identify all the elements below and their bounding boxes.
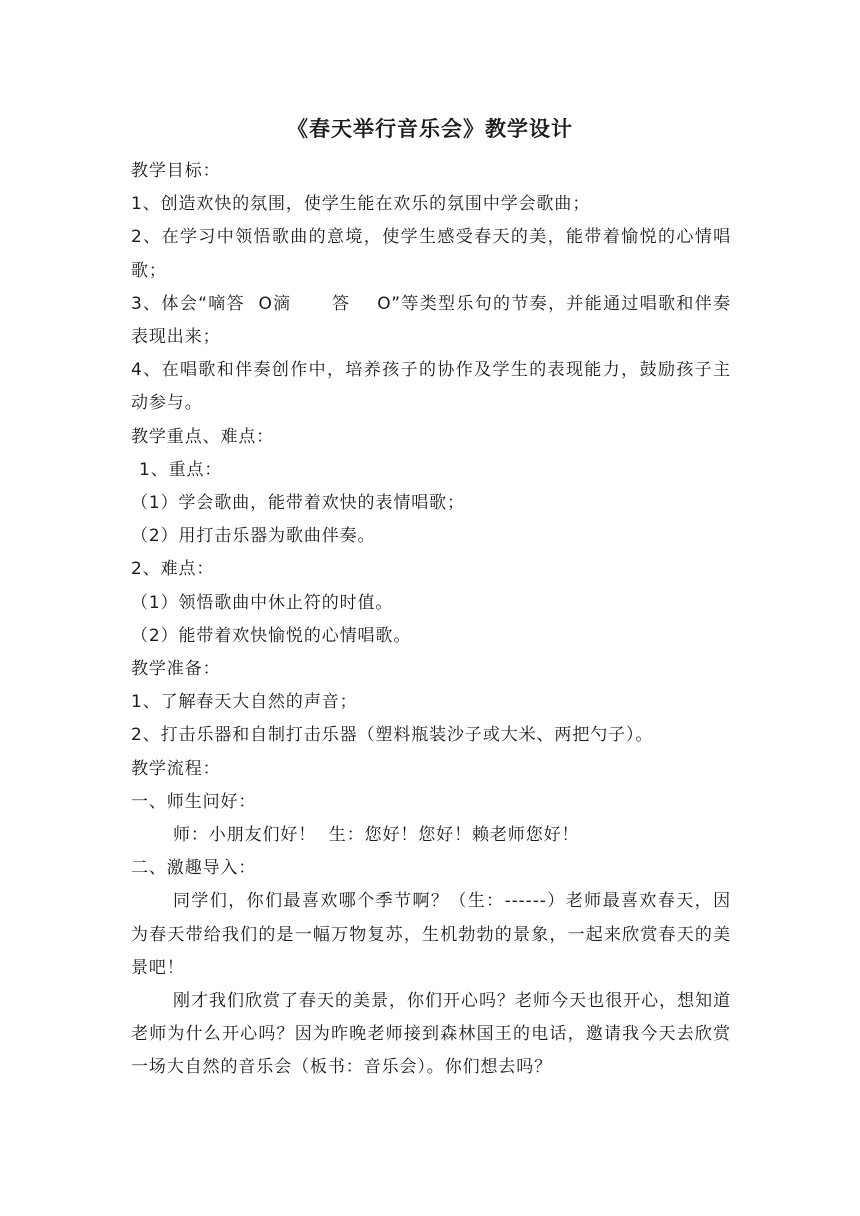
greeting-dialogue: 师：小朋友们好！ 生：您好！您好！赖老师您好！ — [173, 825, 580, 846]
intro-paragraph-2: 刚才我们欣赏了春天的美景，你们开心吗？老师今天也很开心，想知道老师为什么开心吗？因为昨晚老师接到森林国王的电话，邀请我今天去欣赏一场大自然的音乐会（板书：音乐会）。你们想去吗？ — [131, 991, 731, 1078]
procedure-step-2-heading: 二、激趣导入： — [131, 858, 257, 879]
objective-item-4: 4、在唱歌和伴奏创作中，培养孩子的协作及学生的表现能力，鼓励孩子主动参与。 — [131, 360, 731, 414]
key-points-heading: 1、重点： — [139, 459, 223, 480]
document-title: 《春天举行音乐会》教学设计 — [287, 117, 573, 141]
objective-item-2: 2、在学习中领悟歌曲的意境，使学生感受春天的美，能带着愉悦的心情唱歌； — [131, 227, 731, 281]
preparation-item-1: 1、了解春天大自然的声音； — [131, 692, 358, 713]
intro-paragraph-1: 同学们，你们最喜欢哪个季节啊？（生：------）老师最喜欢春天，因为春天带给我们的是一幅万物复苏，生机勃勃的景象，一起来欣赏春天的美景吧！ — [131, 891, 731, 978]
key-point-item-1: （1）学会歌曲，能带着欢快的表情唱歌； — [131, 493, 465, 514]
objective-item-3: 3、体会“嘀答 O滴 答 O”等类型乐句的节奏，并能通过唱歌和伴奏表现出来； — [131, 293, 731, 348]
key-point-item-2: （2）用打击乐器为歌曲伴奏。 — [131, 526, 376, 547]
procedure-step-1-heading: 一、师生问好： — [131, 791, 257, 812]
preparation-item-2: 2、打击乐器和自制打击乐器（塑料瓶装沙子或大米、两把勺子）。 — [131, 725, 654, 746]
section-heading-preparation: 教学准备： — [131, 659, 221, 680]
difficulty-item-1: （1）领悟歌曲中休止符的时值。 — [131, 592, 394, 613]
section-heading-procedure: 教学流程： — [131, 758, 221, 779]
section-heading-key-points: 教学重点、难点： — [131, 426, 275, 447]
document-body — [131, 155, 731, 1085]
section-heading-objectives: 教学目标： — [131, 161, 221, 181]
objective-item-1: 1、创造欢快的氛围，使学生能在欢乐的氛围中学会歌曲； — [131, 194, 591, 215]
difficulties-heading: 2、难点： — [131, 559, 215, 580]
difficulty-item-2: （2）能带着欢快愉悦的心情唱歌。 — [131, 625, 412, 646]
